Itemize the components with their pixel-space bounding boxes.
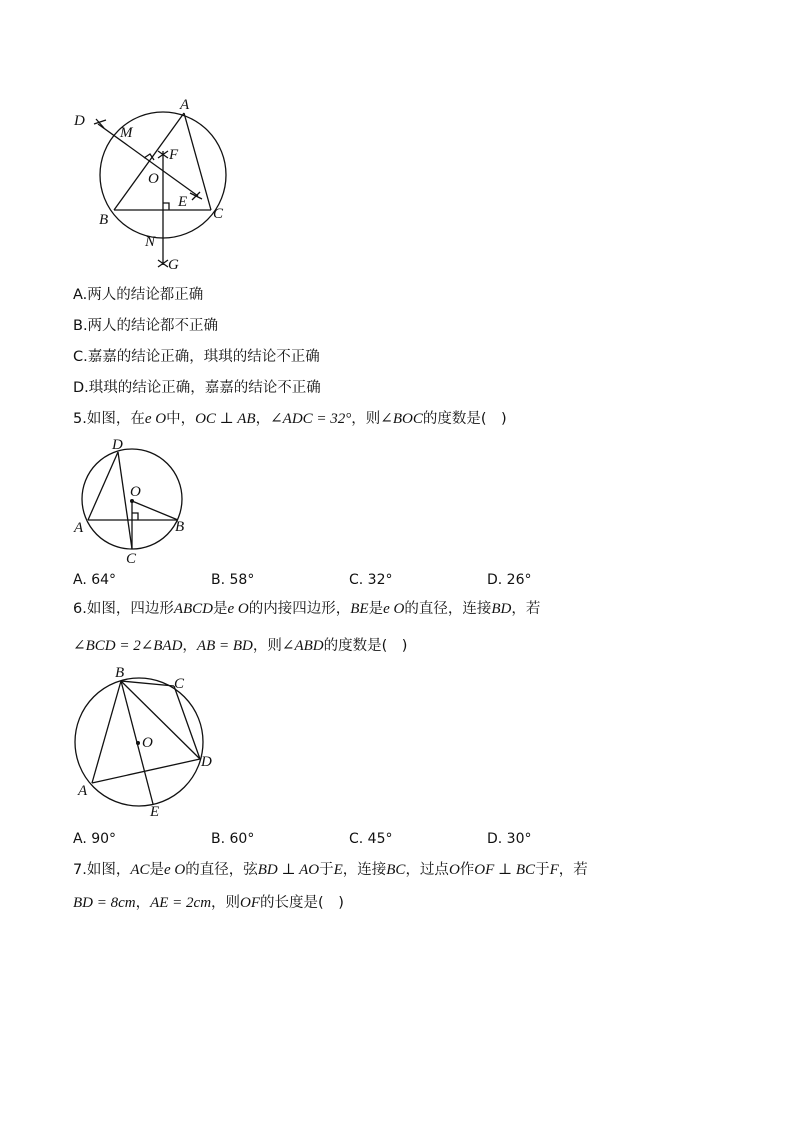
q6-condition-2: AB = BD [196, 638, 253, 654]
q5-option-a: A. 64° [73, 572, 117, 588]
q7-condition-1: BD = 8cm [73, 895, 136, 911]
q7-text-3: 的直径，弦 [185, 862, 258, 878]
q5-segment-ob [132, 501, 178, 520]
q4-label-m: M [120, 125, 133, 141]
q7-text-11: 的长度是( ) [260, 895, 344, 911]
q4-label-a: A [180, 97, 190, 113]
q6-option-a: A. 90° [73, 831, 117, 847]
q4-label-e: E [178, 194, 188, 210]
q4-label-g: G [168, 257, 179, 273]
q7-text-9: ，若 [558, 862, 588, 878]
q5-label-d: D [112, 437, 123, 453]
q7-condition-2: AE = 2cm [150, 895, 212, 911]
q4-label-n: N [145, 234, 156, 250]
q6-question-line-2 [73, 636, 407, 656]
q6-number: 6. [73, 601, 87, 617]
q5-label-o: O [130, 484, 141, 500]
q5-text-3: ，则 [351, 411, 381, 427]
q6-segment-ba [92, 681, 121, 783]
q7-text-4: 于 [319, 862, 334, 878]
q7-chord: BD ⊥ AO [257, 862, 320, 878]
q6-sep-1: ， [182, 638, 197, 654]
q5-condition-2: ∠ADC = 32° [270, 411, 352, 427]
q4-label-b: B [99, 212, 109, 228]
q6-option-d: D. 30° [487, 831, 532, 847]
q6-label-o: O [142, 735, 153, 751]
figure-q5-svg [70, 436, 200, 566]
figure-q6-svg [70, 664, 230, 824]
q6-text-3: 的内接四边形， [248, 601, 351, 617]
q6-text-8: 的度数是( ) [323, 638, 408, 654]
q5-segment-ad [88, 452, 118, 520]
q7-sep-1: ， [135, 895, 151, 911]
q5-sep-1: ， [255, 411, 271, 427]
q5-text-4: 的度数是( ) [422, 411, 507, 427]
q4-option-a: A.两人的结论都正确 [73, 287, 204, 303]
q6-text-6: ，若 [511, 601, 541, 617]
q7-text-5: ，连接 [342, 862, 387, 878]
q6-text-2: 是 [213, 601, 228, 617]
q4-label-c: C [213, 206, 224, 222]
q5-option-d: D. 26° [487, 572, 532, 588]
q6-segment-bd [121, 681, 200, 759]
q6-bd: BD [491, 601, 512, 617]
q5-circle-o: e O [144, 411, 167, 427]
q6-target: ∠ABD [281, 638, 324, 654]
q6-text-7: ，则 [252, 638, 282, 654]
q5-question-text [73, 409, 507, 429]
q6-option-b: B. 60° [211, 831, 255, 847]
q5-label-c: C [126, 551, 137, 567]
q7-ac: AC [130, 862, 150, 878]
q6-label-c: C [174, 676, 185, 692]
q7-text-10: ，则 [211, 895, 241, 911]
q7-text-7: 作 [459, 862, 475, 878]
q5-number: 5. [73, 411, 87, 427]
q7-text-2: 是 [149, 862, 165, 878]
q6-condition-1: ∠BCD = 2∠BAD [73, 638, 183, 654]
q7-o: O [448, 862, 460, 878]
q5-target: ∠BOC [380, 411, 423, 427]
q6-label-a: A [78, 783, 88, 799]
q4-option-b: B.两人的结论都不正确 [73, 318, 219, 334]
q7-bc: BC [386, 862, 406, 878]
q6-quad: ABCD [173, 601, 214, 617]
q4-right-angle-2 [163, 203, 169, 210]
q5-condition-1: OC ⊥ AB [195, 411, 256, 427]
q4-option-d: D.琪琪的结论正确，嘉嘉的结论不正确 [73, 380, 321, 396]
q6-center-point [136, 741, 140, 745]
q5-option-c: C. 32° [349, 572, 393, 588]
q6-text-4: 是 [368, 601, 384, 617]
q7-number: 7. [73, 862, 87, 878]
q5-option-b: B. 58° [211, 572, 255, 588]
q4-label-f: F [169, 147, 179, 163]
q6-label-e: E [150, 804, 160, 820]
q7-target: OF [240, 895, 261, 911]
q6-circle-o-2: e O [383, 601, 405, 617]
q4-option-c: C.嘉嘉的结论正确，琪琪的结论不正确 [73, 349, 320, 365]
q6-label-b: B [115, 665, 125, 681]
q6-be: BE [350, 601, 369, 617]
figure-q4-svg [70, 95, 240, 275]
q5-text-2: 中， [166, 411, 196, 427]
q6-text-1: 如图，四边形 [86, 601, 174, 617]
q7-text-6: ，过点 [405, 862, 449, 878]
q6-segment-cd [174, 686, 200, 759]
q4-label-d: D [74, 113, 85, 129]
q7-circle-o: e O [164, 862, 186, 878]
q7-question-line-2 [73, 893, 344, 913]
q7-text-1: 如图， [86, 862, 131, 878]
q4-arc-mark-e [190, 192, 202, 200]
q6-option-c: C. 45° [349, 831, 393, 847]
q4-right-angle-1 [144, 154, 154, 160]
q6-text-5: 的直径，连接 [404, 601, 492, 617]
q7-question-line-1 [73, 860, 588, 880]
q5-label-b: B [175, 519, 185, 535]
q7-f: F [549, 862, 559, 878]
q7-text-8: 于 [535, 862, 550, 878]
figure-q4 [70, 95, 240, 275]
q5-label-a: A [74, 520, 84, 536]
q5-right-angle [132, 513, 138, 520]
q6-circle-o-1: e O [227, 601, 249, 617]
q7-e: E [333, 862, 343, 878]
q5-text-1: 如图，在 [86, 411, 145, 427]
figure-q5 [70, 436, 200, 566]
q6-question-line-1 [73, 599, 540, 619]
q4-arc-mark-d [94, 119, 106, 128]
q6-label-d: D [201, 754, 212, 770]
q5-segment-dc [118, 452, 132, 549]
figure-q6 [70, 664, 230, 824]
q4-label-o: O [148, 171, 159, 187]
q7-perp: OF ⊥ BC [474, 862, 536, 878]
